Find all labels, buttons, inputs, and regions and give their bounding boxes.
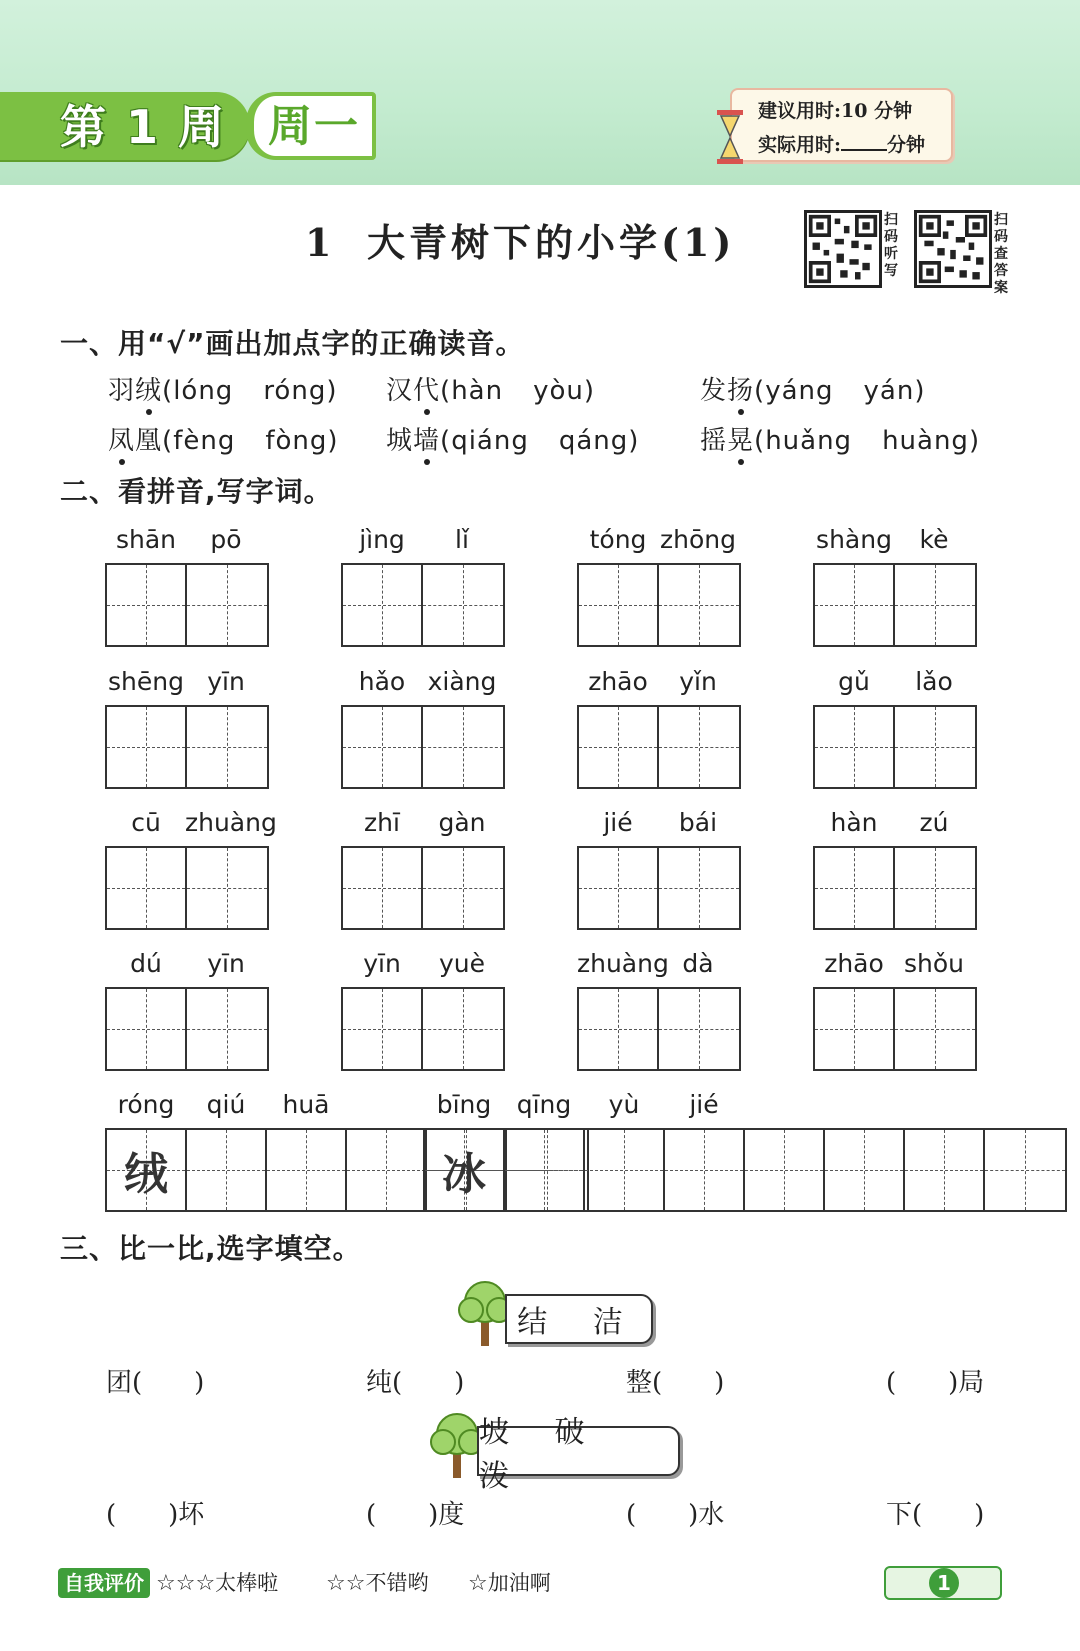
fill-blank[interactable]: ( )坏 <box>106 1500 205 1530</box>
pinyin-option[interactable]: fèng <box>173 426 236 456</box>
pinyin-option[interactable]: hàn <box>451 376 504 406</box>
q1-item: 汉代(hàn yòu) <box>386 370 595 407</box>
pinyin-label: bái <box>678 808 718 837</box>
pinyin-label: hàn <box>830 808 878 837</box>
given-char: 冰 <box>442 1149 486 1200</box>
char-pair-box: 坡 破 泼 <box>477 1426 680 1476</box>
lesson-number: 1 <box>305 220 336 265</box>
pinyin-option[interactable]: yán <box>863 376 915 406</box>
pinyin-option[interactable]: fòng <box>265 426 328 456</box>
writing-cell[interactable] <box>423 848 503 928</box>
writing-cell[interactable] <box>187 848 267 928</box>
writing-cell[interactable] <box>895 989 975 1069</box>
pinyin-label: shǒu <box>903 949 964 978</box>
writing-cell[interactable] <box>579 565 659 645</box>
section1-heading: 一、用“√”画出加点字的正确读音。 <box>60 327 525 360</box>
writing-cell[interactable] <box>579 848 659 928</box>
qr-code-dictation-icon[interactable] <box>804 210 882 288</box>
pinyin-label: shàng <box>816 525 892 554</box>
rating-excellent[interactable]: ☆☆☆太棒啦 <box>156 1571 279 1596</box>
writing-cell[interactable] <box>825 1130 905 1210</box>
fill-blank[interactable]: 下( ) <box>886 1500 985 1530</box>
writing-cell[interactable] <box>107 989 187 1069</box>
writing-cell[interactable] <box>895 848 975 928</box>
writing-cell[interactable] <box>267 1130 347 1210</box>
pinyin-label: róng <box>117 1090 175 1119</box>
pinyin-label: tóng <box>589 525 647 554</box>
writing-cell[interactable] <box>347 1130 427 1210</box>
writing-cell <box>107 1130 187 1210</box>
pinyin-label: qīng <box>516 1090 572 1119</box>
writing-cell[interactable] <box>423 989 503 1069</box>
writing-cell <box>425 1130 505 1210</box>
pinyin-option[interactable]: huàng <box>882 426 969 456</box>
writing-cell[interactable] <box>905 1130 985 1210</box>
lesson-title <box>305 218 735 268</box>
dotted-char: 绒 <box>135 370 162 407</box>
actual-time-blank[interactable] <box>841 135 887 151</box>
writing-cell[interactable] <box>107 707 187 787</box>
pinyin-option[interactable]: yòu <box>533 376 584 406</box>
pinyin-option[interactable]: huǎng <box>765 426 853 456</box>
star-icon: ☆ <box>468 1571 488 1596</box>
pinyin-label: lǐ <box>455 525 469 554</box>
writing-cell[interactable] <box>659 565 739 645</box>
pinyin-label: bīng <box>436 1090 492 1119</box>
pinyin-label: zú <box>919 808 949 837</box>
dotted-char: 晃 <box>727 420 754 457</box>
star-icon: ☆☆☆ <box>156 1571 216 1596</box>
hourglass-icon <box>713 108 747 166</box>
writing-cell[interactable] <box>423 565 503 645</box>
pinyin-label: jié <box>689 1090 719 1119</box>
self-eval-badge: 自我评价 <box>58 1568 150 1598</box>
pinyin-label: cū <box>131 808 161 837</box>
pinyin-option[interactable]: yáng <box>765 376 834 406</box>
writing-cell[interactable] <box>985 1130 1065 1210</box>
writing-cell[interactable] <box>343 707 423 787</box>
pinyin-label: dà <box>682 949 714 978</box>
section3-heading: 三、比一比,选字填空。 <box>60 1232 362 1265</box>
writing-cell[interactable] <box>815 989 895 1069</box>
fill-blank[interactable]: 纯( ) <box>366 1368 465 1398</box>
writing-cell[interactable] <box>815 848 895 928</box>
pinyin-label: hǎo <box>358 667 406 696</box>
pinyin-label: zhāo <box>588 667 648 696</box>
fill-blank[interactable]: 团( ) <box>106 1368 205 1398</box>
writing-cell[interactable] <box>343 848 423 928</box>
lesson-title-text: 大青树下的小学(1) <box>367 220 736 265</box>
dotted-char: 代 <box>413 370 440 407</box>
pinyin-label: shān <box>115 525 177 554</box>
pinyin-label: yuè <box>438 949 486 978</box>
week-label: 第 1 周 <box>60 100 227 154</box>
writing-cell[interactable] <box>895 565 975 645</box>
actual-time <box>758 130 925 157</box>
pinyin-label: jìng <box>359 525 405 554</box>
pinyin-label: jié <box>603 808 633 837</box>
dotted-char: 凤 <box>108 420 135 457</box>
pinyin-label: shēng <box>108 667 184 696</box>
writing-cell[interactable] <box>815 565 895 645</box>
pinyin-label: yīn <box>207 949 245 978</box>
writing-cell[interactable] <box>659 848 739 928</box>
pinyin-label: zhuàng <box>185 808 277 837</box>
pinyin-label: zhī <box>364 808 400 837</box>
writing-cell[interactable] <box>107 848 187 928</box>
fill-blank[interactable]: ( )水 <box>626 1500 725 1530</box>
pinyin-label: qiú <box>206 1090 246 1119</box>
actual-time-suffix: 分钟 <box>887 134 926 156</box>
writing-cell[interactable] <box>579 707 659 787</box>
q1-item: 凤凰(fèng fòng) <box>108 420 339 457</box>
suggested-time: 建议用时:10 分钟 <box>758 100 913 122</box>
writing-cell[interactable] <box>895 707 975 787</box>
writing-cell[interactable] <box>505 1130 585 1210</box>
writing-cell[interactable] <box>659 989 739 1069</box>
pinyin-label: lǎo <box>915 667 953 696</box>
pinyin-label: zhuàng <box>577 949 669 978</box>
pinyin-option[interactable]: lóng <box>173 376 234 406</box>
pinyin-label: pō <box>210 525 242 554</box>
writing-cell[interactable] <box>579 989 659 1069</box>
pinyin-label: zhōng <box>660 525 736 554</box>
pinyin-label: kè <box>919 525 949 554</box>
qr-code-answers-icon[interactable] <box>914 210 992 288</box>
writing-cell[interactable] <box>343 989 423 1069</box>
page-number: 1 <box>929 1568 959 1598</box>
writing-cell[interactable] <box>665 1130 745 1210</box>
actual-time-prefix: 实际用时: <box>758 134 842 156</box>
pinyin-label: yīn <box>207 667 245 696</box>
dotted-char: 墙 <box>413 420 440 457</box>
fill-blank[interactable]: ( )局 <box>886 1368 985 1398</box>
writing-cell[interactable] <box>343 565 423 645</box>
pinyin-option[interactable]: qiáng <box>451 426 529 456</box>
fill-blank[interactable]: ( )度 <box>366 1500 465 1530</box>
writing-cell[interactable] <box>187 1130 267 1210</box>
qr-label-answers: 扫码查答案 <box>994 212 1008 296</box>
dotted-char: 扬 <box>727 370 754 407</box>
writing-cell[interactable] <box>187 989 267 1069</box>
writing-cell[interactable] <box>107 565 187 645</box>
char-pair-box: 结 洁 <box>505 1294 653 1344</box>
rating-good[interactable]: ☆☆不错哟 <box>326 1571 429 1596</box>
pinyin-label: dú <box>130 949 162 978</box>
pinyin-label: xiàng <box>427 667 497 696</box>
pinyin-label: yīn <box>363 949 401 978</box>
given-char: 绒 <box>124 1149 168 1200</box>
writing-cell[interactable] <box>745 1130 825 1210</box>
star-icon: ☆☆ <box>326 1571 366 1596</box>
pinyin-label: huā <box>282 1090 330 1119</box>
writing-cell[interactable] <box>815 707 895 787</box>
pinyin-label: gàn <box>438 808 486 837</box>
q1-item: 城墙(qiáng qáng) <box>386 420 639 457</box>
section2-heading: 二、看拼音,写字词。 <box>60 475 333 508</box>
fill-blank[interactable]: 整( ) <box>626 1368 725 1398</box>
pinyin-label: yǐn <box>679 667 717 696</box>
pinyin-option[interactable]: qáng <box>558 426 629 456</box>
writing-cell[interactable] <box>585 1130 665 1210</box>
writing-cell[interactable] <box>659 707 739 787</box>
pinyin-label: gǔ <box>838 667 870 696</box>
pinyin-label: yù <box>608 1090 640 1119</box>
writing-cell[interactable] <box>187 565 267 645</box>
qr-label-dictation: 扫码听写 <box>884 212 898 279</box>
pinyin-option[interactable]: róng <box>263 376 327 406</box>
q1-item: 摇晃(huǎng huàng) <box>700 420 980 457</box>
writing-cell[interactable] <box>423 707 503 787</box>
rating-keep-going[interactable]: ☆加油啊 <box>468 1571 551 1596</box>
q1-item: 发扬(yáng yán) <box>700 370 925 407</box>
day-label: 周一 <box>268 101 360 152</box>
q1-item: 羽绒(lóng róng) <box>108 370 337 407</box>
pinyin-label: zhāo <box>824 949 884 978</box>
writing-cell[interactable] <box>187 707 267 787</box>
